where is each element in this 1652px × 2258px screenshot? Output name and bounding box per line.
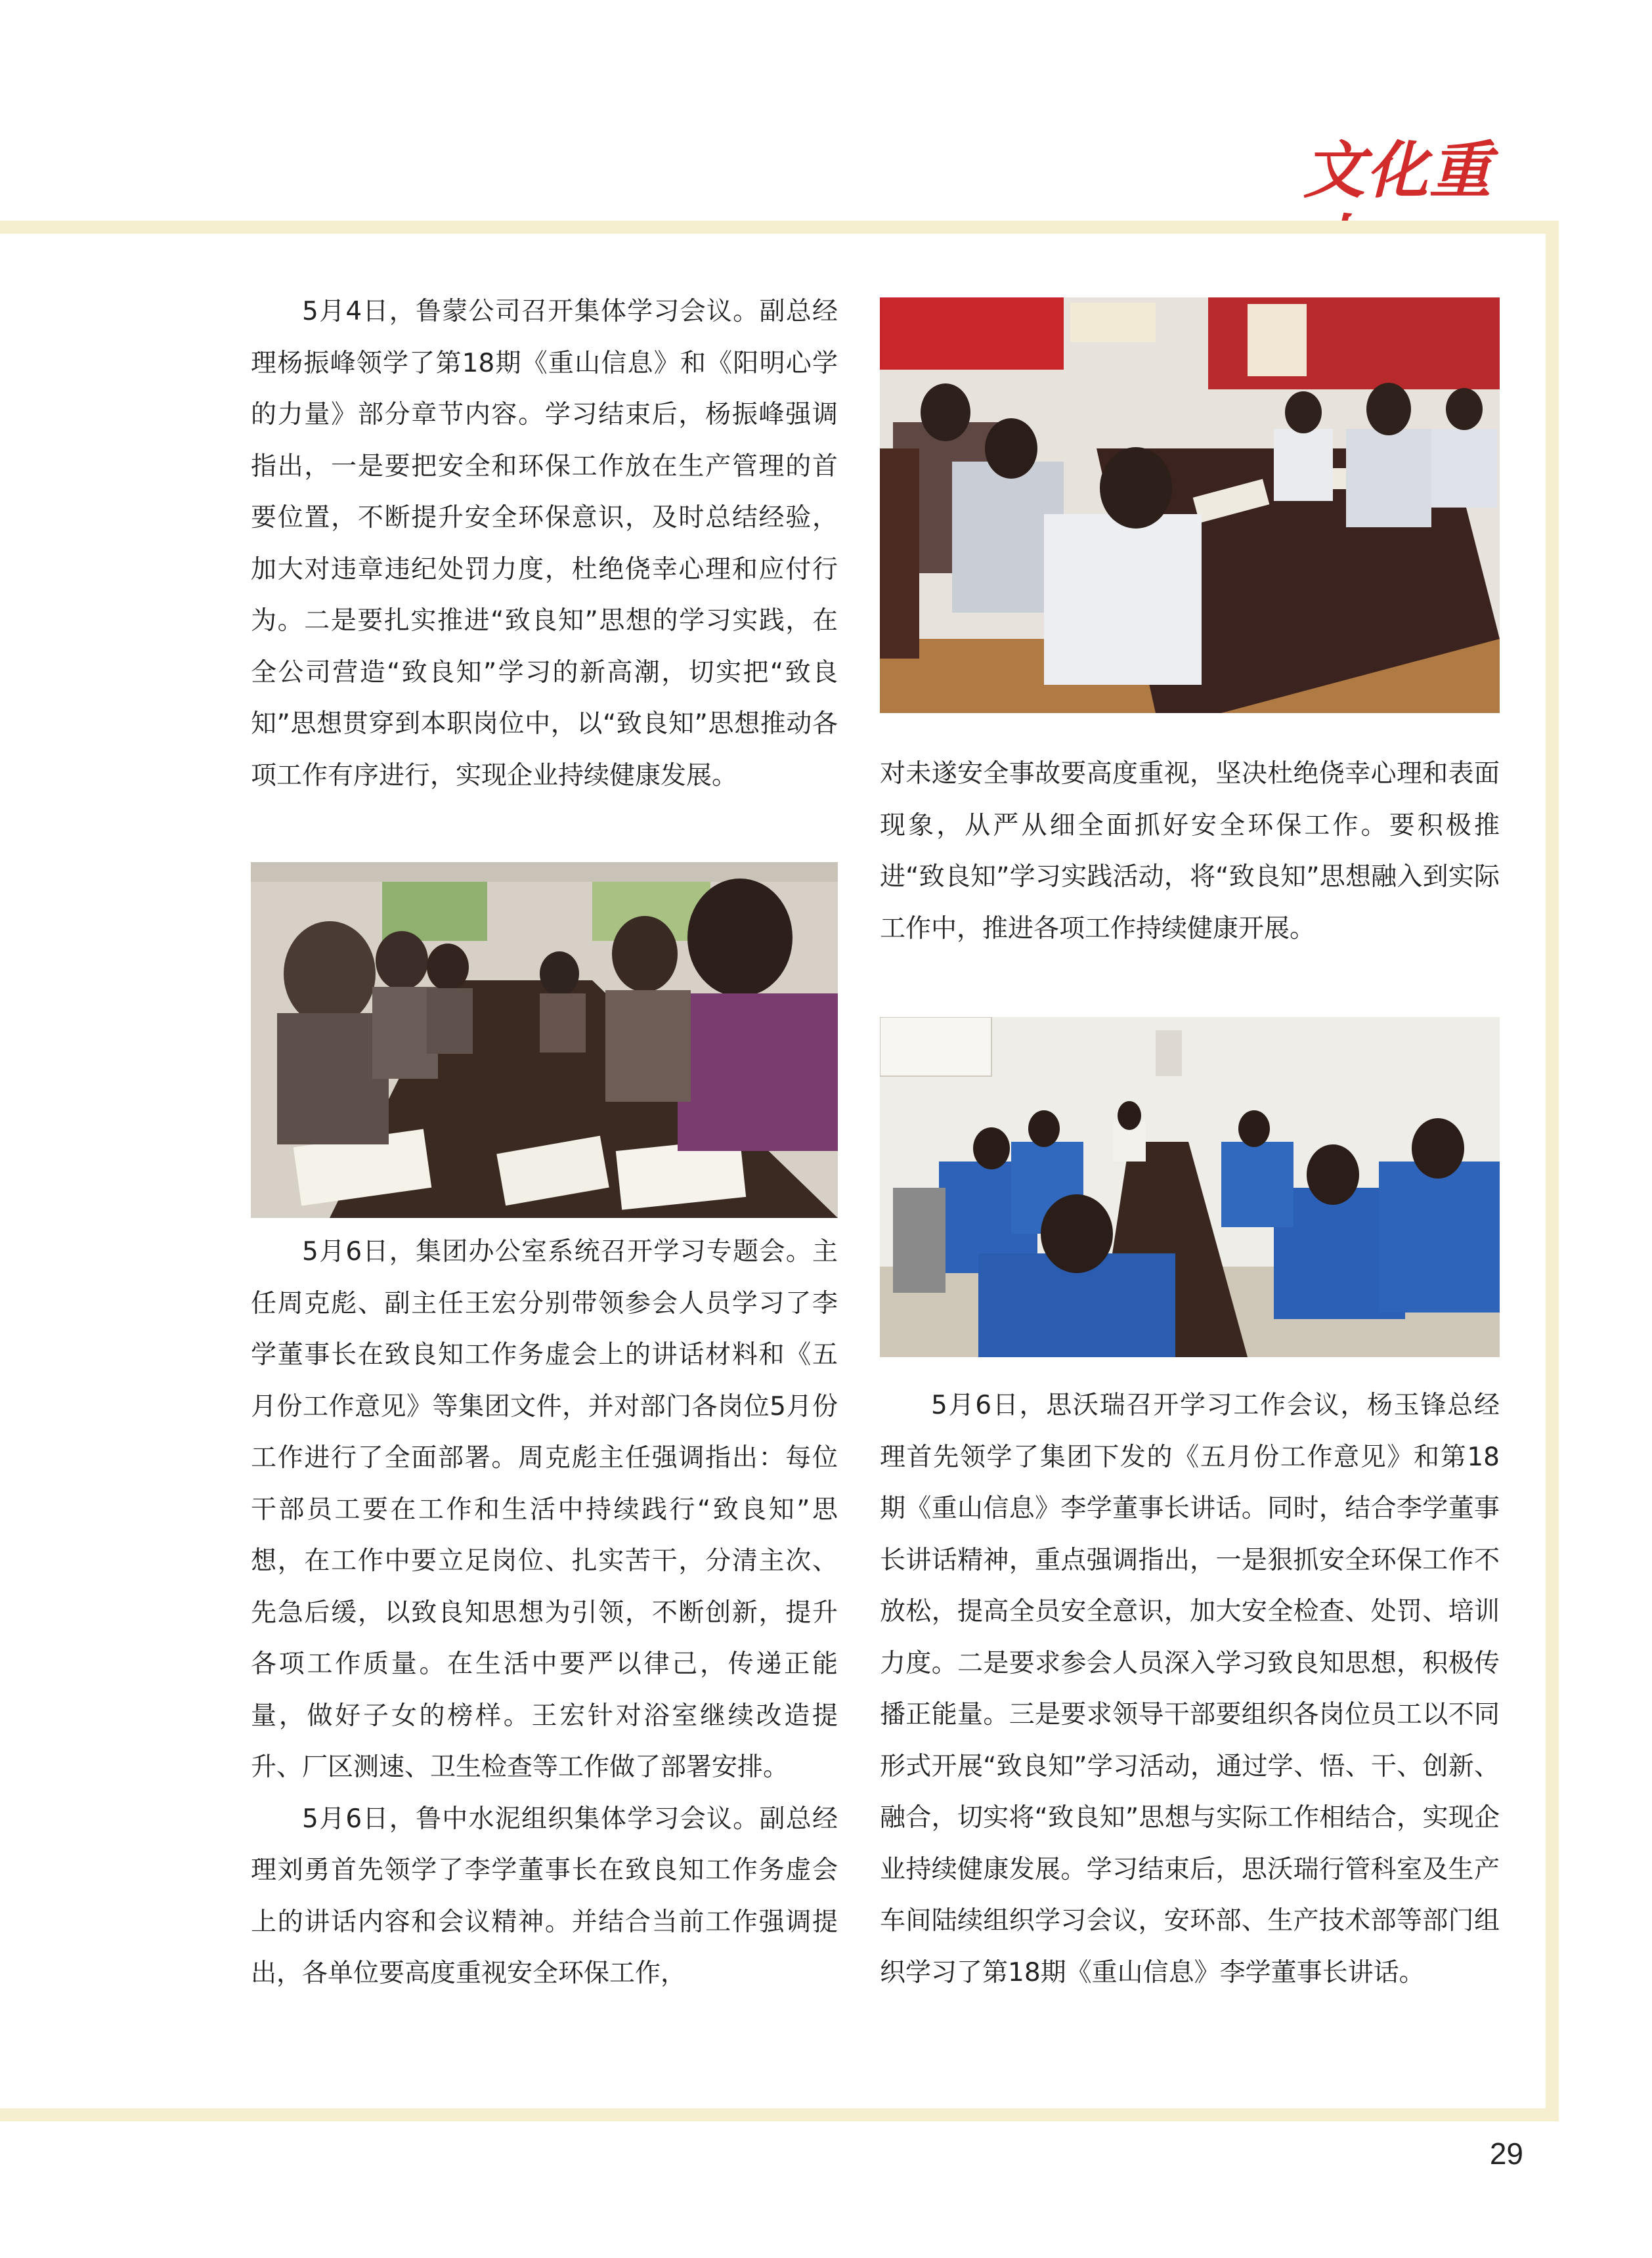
siwori-meeting-image bbox=[880, 1017, 1500, 1357]
article-paragraph-lumeng bbox=[251, 286, 838, 859]
paragraph-office-text: 5月6日，集团办公室系统召开学习专题会。主任周克彪、副主任王宏分别带领参会人员学习了李学董事长在致良知工作务虚会上的讲话材料和《五月份工作意见》等集团文件，并对部门各岗位5月份工作进行了全面部署。周克彪主任强调指出：每位干部员工要在工作和生活中持续践行“致良知”思想，在工作中要立足岗位、扎实苦干，分清主次、先急后缓，以致良知思想为引领，不断创新，提升各项工作质量。在生活中要严以律己，传递正能量，做好子女的榜样。王宏针对浴室继续改造提升、厂区测速、卫生检查等工作做了部署安排。 bbox=[251, 1237, 838, 1782]
paragraph-luzhong-text: 5月6日，鲁中水泥组织集体学习会议。副总经理刘勇首先领学了李学董事长在致良知工作务虚会上的讲话内容和会议精神。并结合当前工作强调提出，各单位要高度重视安全环保工作， bbox=[251, 1804, 838, 1988]
lumeng-meeting-image bbox=[880, 297, 1500, 713]
paragraph-lumeng-text: 5月4日，鲁蒙公司召开集体学习会议。副总经理杨振峰领学了第18期《重山信息》和《阳明心学的力量》部分章节内容。学习结束后，杨振峰强调指出，一是要把安全和环保工作放在生产管理的首要位置，不断提升安全环保意识，及时总结经验，加大对违章违纪处罚力度，杜绝侥幸心理和应付行为。二是要扎实推进“致良知”思想的学习实践，在全公司营造“致良知”学习的新高潮，切实把“致良知”思想贯穿到本职岗位中，以“致良知”思想推动各项工作有序进行，实现企业持续健康发展。 bbox=[251, 297, 838, 791]
paragraph-continuation-text: 对未遂安全事故要高度重视，坚决杜绝侥幸心理和表面现象，从严从细全面抓好安全环保工作。要积极推进“致良知”学习实践活动，将“致良知”思想融入到实际工作中，推进各项工作持续健康开展。 bbox=[880, 759, 1500, 944]
article-paragraphs-left bbox=[251, 1227, 838, 2080]
paragraph-siwori-text: 5月6日，思沃瑞召开学习工作会议，杨玉锋总经理首先领学了集团下发的《五月份工作意见》和第18期《重山信息》李学董事长讲话。同时，结合李学董事长讲话精神，重点强调指出，一是狠抓安全环保工作不放松，提高全员安全意识，加大安全检查、处罚、培训力度。二是要求参会人员深入学习致良知思想，积极传播正能量。三是要求领导干部要组织各岗位员工以不同形式开展“致良知”学习活动，通过学、悟、干、创新、融合，切实将“致良知”思想与实际工作相结合，实现企业持续健康发展。学习结束后，思沃瑞行管科室及生产车间陆续组织学习会议，安环部、生产技术部等部门组织学习了第18期《重山信息》李学董事长讲话。 bbox=[880, 1391, 1500, 1987]
article-paragraph-siwori bbox=[880, 1380, 1500, 2080]
meeting-photo-lumeng bbox=[880, 297, 1500, 713]
meeting-photo-office bbox=[251, 862, 838, 1218]
office-meeting-image bbox=[251, 862, 838, 1218]
page-number: 29 bbox=[1489, 2137, 1523, 2171]
article-paragraph-continuation bbox=[880, 749, 1500, 1011]
meeting-photo-siwori bbox=[880, 1017, 1500, 1357]
magazine-logo: 文化重 bbox=[1303, 135, 1493, 207]
